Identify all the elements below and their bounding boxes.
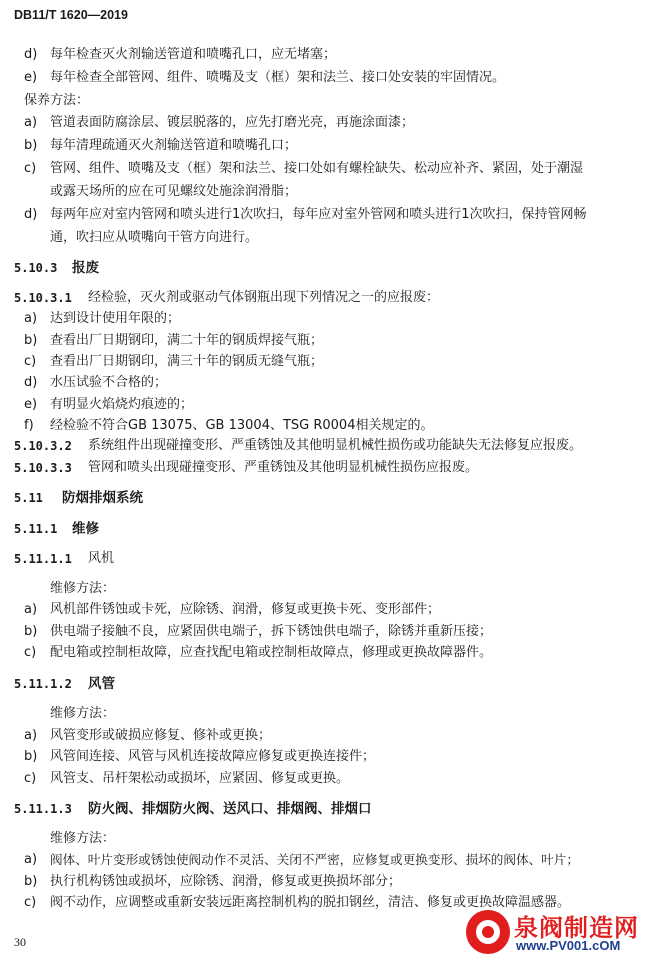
page-number: 30 <box>14 935 26 949</box>
list-item-cont: 或露天场所的应在可见螺纹处施涂润滑脂； <box>50 184 298 199</box>
clause-number: 5.10.3.3 <box>14 461 72 475</box>
clause-text: 管网和喷头出现碰撞变形、严重锈蚀及其他明显机械性损伤应报废。 <box>88 460 479 475</box>
section-number: 5.11.1 <box>14 522 58 536</box>
list-label: c) <box>24 895 37 910</box>
list-item: 风管变形或破损应修复、修补或更换； <box>50 728 272 743</box>
watermark-title: 泉阀制造网 <box>514 914 639 942</box>
method-title: 维修方法： <box>50 581 116 596</box>
care-title: 保养方法： <box>24 93 90 108</box>
list-label: b) <box>24 624 38 639</box>
clause-text: 经检验，灭火剂或驱动气体钢瓶出现下列情况之一的应报废： <box>88 290 440 305</box>
valve-logo-icon <box>466 910 510 954</box>
list-item: 阀体、叶片变形或锈蚀使阀动作不灵活、关闭不严密，应修复或更换变形、损坏的阀体、叶片； <box>50 852 579 867</box>
list-item: 管道表面防腐涂层、镀层脱落的，应先打磨光亮，再施涂面漆； <box>50 115 415 130</box>
section-title: 维修 <box>72 521 99 537</box>
clause-number: 5.10.3.2 <box>14 439 72 453</box>
list-label: a) <box>24 852 38 867</box>
list-item: 配电箱或控制柜故障，应查找配电箱或控制柜故障点，修理或更换故障器件。 <box>50 645 493 660</box>
list-item-cont: 通，吹扫应从喷嘴向干管方向进行。 <box>50 230 259 245</box>
list-label: a) <box>24 728 38 743</box>
list-item: 达到设计使用年限的； <box>50 311 181 326</box>
list-label: f) <box>24 418 34 433</box>
list-item: 每年检查灭火剂输送管道和喷嘴孔口，应无堵塞； <box>50 47 337 62</box>
list-label: c) <box>24 645 37 660</box>
clause-number: 5.11.1.2 <box>14 677 72 691</box>
list-label: e) <box>24 397 38 412</box>
list-item: 水压试验不合格的； <box>50 375 168 390</box>
list-label: c) <box>24 771 37 786</box>
list-item: 管网、组件、喷嘴及支（框）架和法兰、接口处如有螺栓缺失、松动应补齐、紧固，处于潮湿 <box>50 161 584 176</box>
list-label: b) <box>24 138 38 153</box>
clause-number: 5.11.1.1 <box>14 552 72 566</box>
clause-title: 风机 <box>88 551 115 566</box>
list-label: d) <box>24 375 38 390</box>
list-item: 风管间连接、风管与风机连接故障应修复或更换连接件； <box>50 749 376 764</box>
list-label: d) <box>24 207 38 222</box>
list-label: a) <box>24 602 38 617</box>
method-title: 维修方法： <box>50 706 116 721</box>
section-number: 5.11 <box>14 491 43 505</box>
list-label: b) <box>24 333 38 348</box>
clause-number: 5.11.1.3 <box>14 802 72 816</box>
list-label: a) <box>24 115 38 130</box>
list-item: 有明显火焰烧灼痕迹的； <box>50 397 194 412</box>
clause-title: 防火阀、排烟防火阀、送风口、排烟阀、排烟口 <box>88 801 372 817</box>
list-item: 风管支、吊杆架松动或损坏，应紧固、修复或更换。 <box>50 771 350 786</box>
list-label: b) <box>24 874 38 889</box>
section-title: 防烟排烟系统 <box>62 490 143 506</box>
list-label: d) <box>24 47 38 62</box>
list-label: a) <box>24 311 38 326</box>
list-item: 阀不动作，应调整或重新安装远距离控制机构的脱扣钢丝，清洁、修复或更换故障温感器。 <box>50 895 571 910</box>
watermark <box>466 908 646 958</box>
list-item: 查看出厂日期钢印，满二十年的钢质焊接气瓶； <box>50 333 324 348</box>
section-number: 5.10.3 <box>14 261 58 275</box>
list-item: 执行机构锈蚀或损坏，应除锈、润滑，修复或更换损坏部分； <box>50 874 402 889</box>
clause-text: 系统组件出现碰撞变形、严重锈蚀及其他明显机械性损伤或功能缺失无法修复应报废。 <box>88 438 583 453</box>
list-item: 每年检查全部管网、组件、喷嘴及支（框）架和法兰、接口处安装的牢固情况。 <box>50 70 506 85</box>
document-header: DB11/T 1620—2019 <box>14 8 128 22</box>
watermark-url: www.PV001.cOM <box>516 938 621 953</box>
list-label: e) <box>24 70 38 85</box>
list-label: c) <box>24 354 37 369</box>
list-item: 经检验不符合GB 13075、GB 13004、TSG R0004相关规定的。 <box>50 418 434 433</box>
clause-number: 5.10.3.1 <box>14 291 72 305</box>
list-item: 每年清理疏通灭火剂输送管道和喷嘴孔口； <box>50 138 298 153</box>
section-title: 报废 <box>72 260 99 276</box>
method-title: 维修方法： <box>50 831 116 846</box>
list-item: 供电端子接触不良，应紧固供电端子，拆下锈蚀供电端子，除锈并重新压接； <box>50 624 493 639</box>
list-item: 风机部件锈蚀或卡死，应除锈、润滑，修复或更换卡死、变形部件； <box>50 602 441 617</box>
list-label: c) <box>24 161 37 176</box>
list-label: b) <box>24 749 38 764</box>
clause-title: 风管 <box>88 676 115 692</box>
list-item: 查看出厂日期钢印，满三十年的钢质无缝气瓶； <box>50 354 324 369</box>
list-item: 每两年应对室内管网和喷头进行1次吹扫，每年应对室外管网和喷头进行1次吹扫，保持管网畅 <box>50 207 587 222</box>
